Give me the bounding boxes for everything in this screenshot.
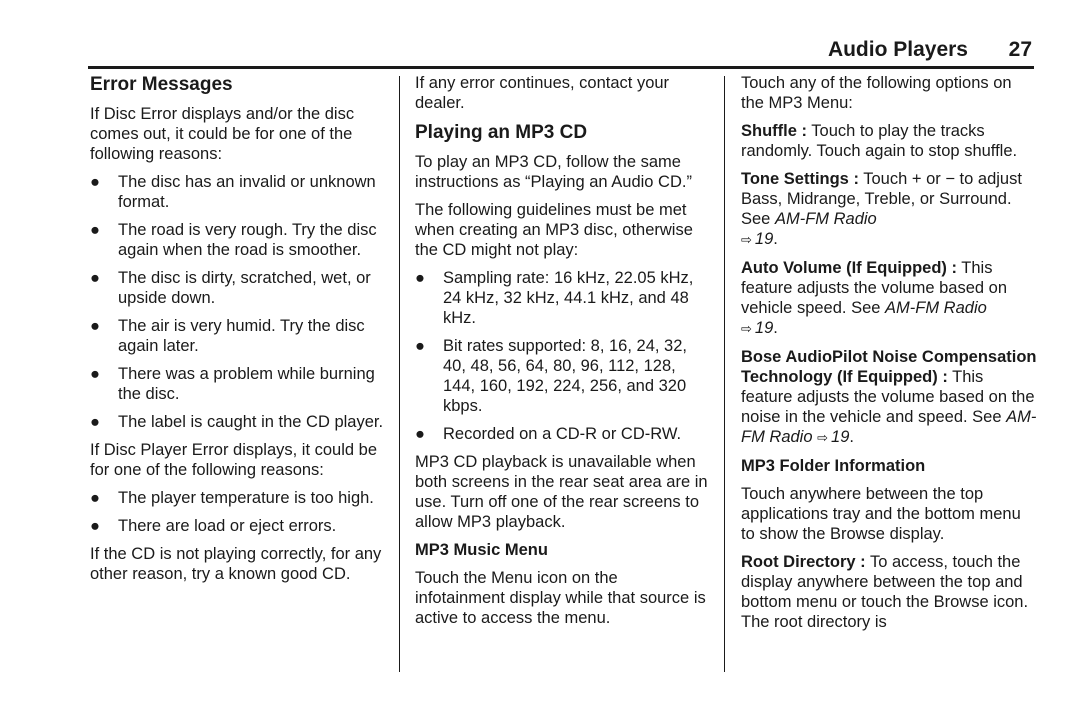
auto-volume-label: Auto Volume (If Equipped) : <box>741 259 957 277</box>
bullet-icon: ● <box>415 337 425 355</box>
list-item: ● The air is very humid. Try the disc again later. <box>90 317 365 355</box>
cross-reference: AM-FM Radio <box>774 210 877 228</box>
list-item: ● The disc is dirty, scratched, wet, or upside down. <box>90 269 371 307</box>
page-reference: 19 <box>754 230 774 248</box>
guidelines-list <box>415 268 711 444</box>
page-reference-icon: ⇨ <box>741 321 752 336</box>
bullet-icon: ● <box>90 221 100 239</box>
bose-audiopilot-entry: Bose AudioPilot Noise Compensation Technology (If Equipped) : This feature adjusts the volume based on the noise in the vehicle and speed. See AM-FM Radio ⇨ 19. <box>741 348 1037 446</box>
list-item: ● The player temperature is too high. <box>90 489 374 507</box>
list-item: ● The disc has an invalid or unknown format. <box>90 173 376 211</box>
bullet-icon: ● <box>90 173 100 191</box>
list-item: ● There are load or eject errors. <box>90 517 337 535</box>
list-item: ● There was a problem while burning the disc. <box>90 365 375 403</box>
paragraph: If Disc Player Error displays, it could be for one of the following reasons: <box>90 441 378 479</box>
page-reference: 19 <box>754 319 774 337</box>
paragraph: To play an MP3 CD, follow the same instructions as “Playing an Audio CD.” <box>415 153 692 191</box>
paragraph: If the CD is not playing correctly, for any other reason, try a known good CD. <box>90 545 382 583</box>
list-item: ● Sampling rate: 16 kHz, 22.05 kHz, 24 kHz, 32 kHz, 44.1 kHz, and 48 kHz. <box>415 269 694 327</box>
column-divider <box>724 76 725 672</box>
mp3-music-menu-heading: MP3 Music Menu <box>415 541 548 559</box>
cross-reference: AM-FM Radio <box>885 299 987 317</box>
section-title: Audio Players <box>827 38 968 61</box>
paragraph: The following guidelines must be met when creating an MP3 disc, otherwise the CD might not play: <box>415 201 693 259</box>
list-item: ● The road is very rough. Try the disc again when the road is smoother. <box>90 221 377 259</box>
paragraph: If Disc Error displays and/or the disc comes out, it could be for one of the following reasons: <box>90 105 355 163</box>
bullet-icon: ● <box>90 517 100 535</box>
paragraph: Touch the Menu icon on the infotainment display while that source is active to access the menu. <box>415 569 706 627</box>
column-1 <box>90 73 386 592</box>
paragraph: If any error continues, contact your dealer. <box>415 74 670 112</box>
bullet-icon: ● <box>90 413 100 431</box>
shuffle-label: Shuffle : <box>741 122 807 140</box>
paragraph: Touch anywhere between the top applications tray and the bottom menu to show the Browse display. <box>741 485 1021 543</box>
list-item: ● Recorded on a CD-R or CD-RW. <box>415 425 682 443</box>
bullet-icon: ● <box>415 425 425 443</box>
cross-reference: AM-FM Radio <box>741 408 1037 446</box>
column-3 <box>741 73 1037 640</box>
bullet-icon: ● <box>90 317 100 335</box>
error-messages-heading: Error Messages <box>90 74 233 95</box>
player-error-list <box>90 488 386 536</box>
tone-settings-entry: Tone Settings : Touch + or − to adjust Bass, Midrange, Treble, or Surround. See AM-FM Radio ⇨ 19. <box>741 170 1022 248</box>
disc-error-list <box>90 172 386 432</box>
bullet-icon: ● <box>90 269 100 287</box>
page-reference-icon: ⇨ <box>817 430 829 445</box>
column-divider <box>399 76 400 672</box>
bullet-icon: ● <box>90 489 100 507</box>
list-item: ● The label is caught in the CD player. <box>90 413 384 431</box>
page-number: 27 <box>1008 38 1032 61</box>
root-directory-label: Root Directory : <box>741 553 866 571</box>
bullet-icon: ● <box>90 365 100 383</box>
list-item: ● Bit rates supported: 8, 16, 24, 32, 40, 48, 56, 64, 80, 96, 112, 128, 144, 160, 192, 224, 256, and 320 kbps. <box>415 337 687 415</box>
auto-volume-entry: Auto Volume (If Equipped) : This feature adjusts the volume based on vehicle speed. See AM-FM Radio ⇨ 19. <box>741 259 1008 337</box>
shuffle-entry: Shuffle : Touch to play the tracks randomly. Touch again to stop shuffle. <box>741 122 1018 160</box>
bose-audiopilot-label: Bose AudioPilot Noise Compensation Technology (If Equipped) : <box>741 348 1037 386</box>
paragraph: MP3 CD playback is unavailable when both screens in the rear seat area are in use. Turn off one of the rear screens to allow MP3 playback. <box>415 453 708 531</box>
page-header <box>88 36 1034 69</box>
page-reference-icon: ⇨ <box>741 232 752 247</box>
mp3-folder-information-heading: MP3 Folder Information <box>741 457 926 475</box>
tone-settings-label: Tone Settings : <box>741 170 859 188</box>
page-reference: 19 <box>831 428 850 446</box>
paragraph: Touch any of the following options on the MP3 Menu: <box>741 74 1012 112</box>
column-2 <box>415 73 711 636</box>
root-directory-entry: Root Directory : To access, touch the display anywhere between the top and bottom menu or touch the Browse icon. The root directory is <box>741 553 1029 631</box>
playing-mp3-heading: Playing an MP3 CD <box>415 122 588 143</box>
bullet-icon: ● <box>415 269 425 287</box>
